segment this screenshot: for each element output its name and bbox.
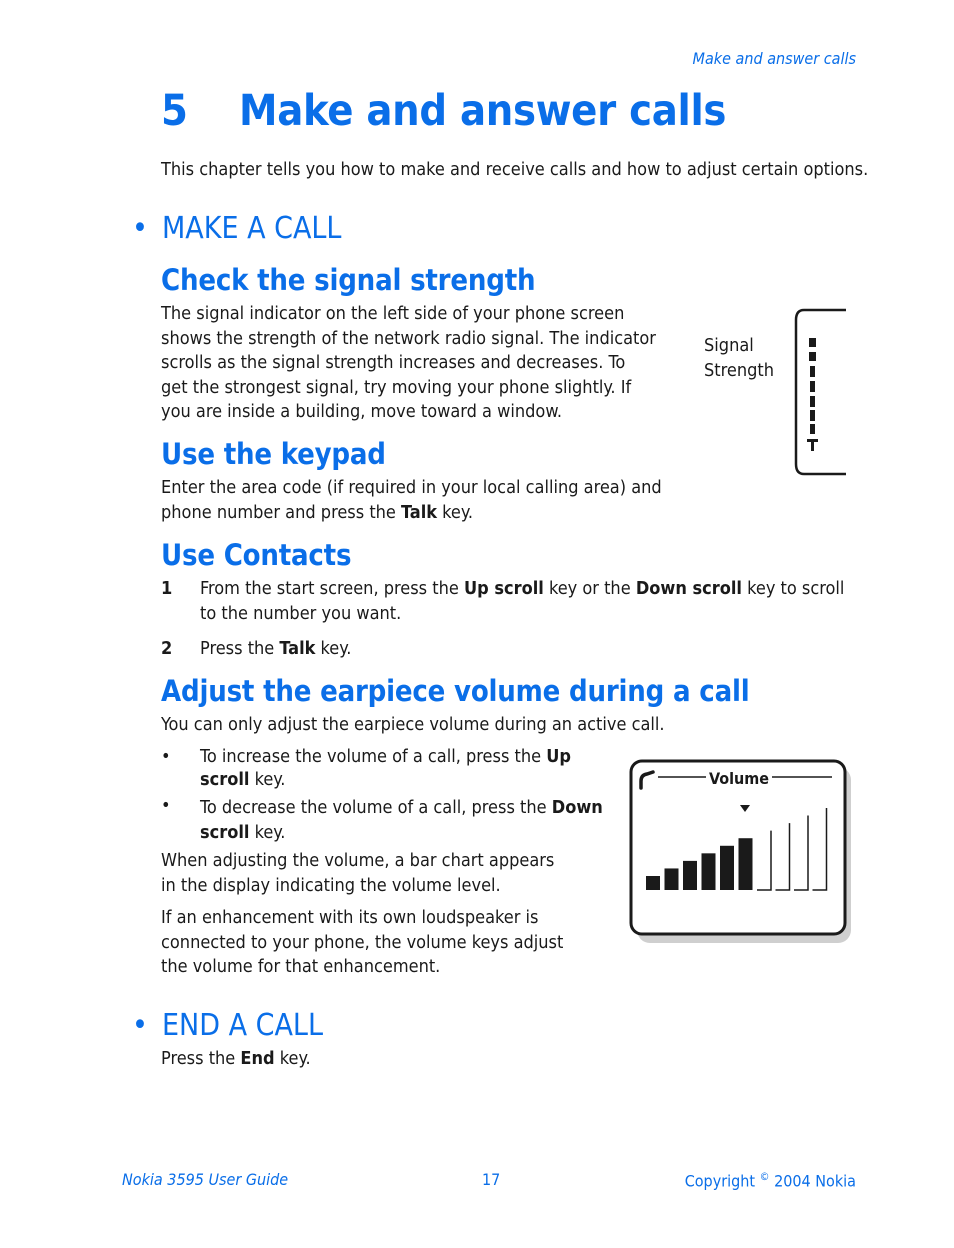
volume-bullet-increase	[161, 746, 605, 791]
end-call-text	[161, 1047, 311, 1072]
signal-bar	[810, 424, 815, 434]
up-scroll-key-label: Up scroll	[463, 578, 544, 599]
text: phone number and press the	[161, 501, 402, 523]
signal-bar	[810, 381, 815, 392]
para-line: When adjusting the volume, a bar chart appears	[161, 850, 555, 871]
bullet-text	[200, 746, 605, 791]
section-make-a-call	[132, 211, 341, 246]
signal-strength-figure	[790, 306, 850, 478]
volume-bar-filled	[683, 861, 697, 890]
chapter-title	[161, 86, 726, 136]
text: key or the	[543, 578, 636, 599]
volume-intro: You can only adjust the earpiece volume during an active call.	[161, 714, 665, 735]
talk-key-label: Talk	[279, 638, 316, 659]
signal-label-line: Strength	[704, 360, 775, 381]
text: key to scroll to the number you want.	[200, 578, 845, 624]
text: 2004 Nokia	[769, 1171, 856, 1191]
copyright-symbol: ©	[759, 1170, 770, 1183]
volume-bar-filled	[720, 846, 734, 890]
text: From the start screen, press the	[200, 578, 464, 599]
text: To decrease the volume of a call, press the	[200, 797, 552, 818]
keypad-paragraph	[161, 476, 662, 525]
text: To increase the volume of a call, press the	[200, 746, 547, 767]
para-line: in the display indicating the volume level.	[161, 874, 501, 896]
section-end-a-call	[132, 1008, 323, 1043]
signal-paragraph	[161, 302, 656, 425]
chapter-number: 5	[161, 86, 188, 136]
text: key.	[437, 501, 474, 523]
chapter-title-text: Make and answer calls	[239, 86, 727, 136]
step-number: 1	[161, 578, 173, 599]
para-line: If an enhancement with its own loudspeaker is	[161, 907, 539, 928]
signal-line: shows the strength of the network radio signal. The indicator	[161, 327, 656, 349]
bullet-dot: •	[161, 746, 171, 767]
signal-line: get the strongest signal, try moving your phone slightly. If	[161, 376, 632, 398]
keypad-line	[161, 501, 662, 526]
text: key.	[274, 1048, 311, 1069]
text: Copyright	[684, 1171, 760, 1191]
text: key.	[249, 822, 286, 843]
text: key.	[249, 768, 286, 790]
step-text	[200, 577, 852, 626]
volume-bullet-decrease	[161, 795, 605, 845]
text: key.	[315, 638, 352, 659]
volume-screen-figure	[626, 756, 856, 946]
signal-line: scrolls as the signal strength increases and decreases. To	[161, 352, 626, 373]
para-line: connected to your phone, the volume keys adjust	[161, 931, 564, 953]
volume-screen-title: Volume	[708, 769, 770, 788]
end-key-label: End	[240, 1048, 275, 1069]
volume-bar-filled	[646, 876, 660, 890]
text: Press the	[200, 638, 280, 659]
signal-bar	[810, 410, 815, 421]
contacts-step-2	[161, 637, 852, 662]
keypad-line: Enter the area code (if required in your local calling area) and	[161, 477, 662, 498]
signal-bar	[810, 366, 815, 377]
bullet-text	[200, 795, 605, 845]
volume-para-barchart	[161, 849, 554, 898]
signal-figure-label	[704, 333, 774, 383]
talk-key-label: Talk	[401, 501, 438, 523]
heading-use-contacts: Use Contacts	[161, 538, 352, 572]
text: Press the	[161, 1048, 241, 1069]
step-number: 2	[161, 638, 173, 659]
antenna-icon	[807, 439, 818, 451]
section-bullet: •	[132, 211, 148, 246]
page-number: 17	[482, 1170, 501, 1189]
signal-bar	[809, 338, 816, 347]
footer-title: Nokia 3595 User Guide	[122, 1170, 289, 1189]
chapter-intro: This chapter tells you how to make and receive calls and how to adjust certain options.	[161, 159, 869, 180]
heading-adjust-volume: Adjust the earpiece volume during a call	[161, 674, 750, 708]
volume-bar-filled	[702, 853, 716, 890]
signal-label-line: Signal	[704, 335, 754, 356]
signal-line: you are inside a building, move toward a window.	[161, 401, 563, 422]
down-scroll-key-label: Down scroll	[200, 797, 603, 843]
volume-para-enhancement	[161, 906, 563, 980]
phone-screen-edge	[796, 310, 846, 474]
running-head: Make and answer calls	[692, 49, 856, 68]
signal-bar	[809, 352, 816, 361]
volume-bar-filled	[739, 838, 753, 890]
contacts-step-1	[161, 577, 852, 626]
section-title: END A CALL	[162, 1008, 323, 1043]
para-line: the volume for that enhancement.	[161, 956, 441, 977]
signal-bar	[810, 396, 815, 407]
signal-line: The signal indicator on the left side of your phone screen	[161, 303, 625, 324]
up-scroll-key-label: Up scroll	[200, 746, 572, 790]
down-scroll-key-label: Down scroll	[635, 578, 742, 599]
step-text	[200, 637, 852, 662]
section-title: MAKE A CALL	[162, 211, 342, 246]
bullet-dot: •	[161, 795, 171, 816]
footer-copyright	[685, 1170, 856, 1190]
section-bullet: •	[132, 1008, 148, 1043]
volume-bar-filled	[665, 868, 679, 890]
heading-signal-strength: Check the signal strength	[161, 263, 536, 297]
heading-use-keypad: Use the keypad	[161, 437, 386, 471]
